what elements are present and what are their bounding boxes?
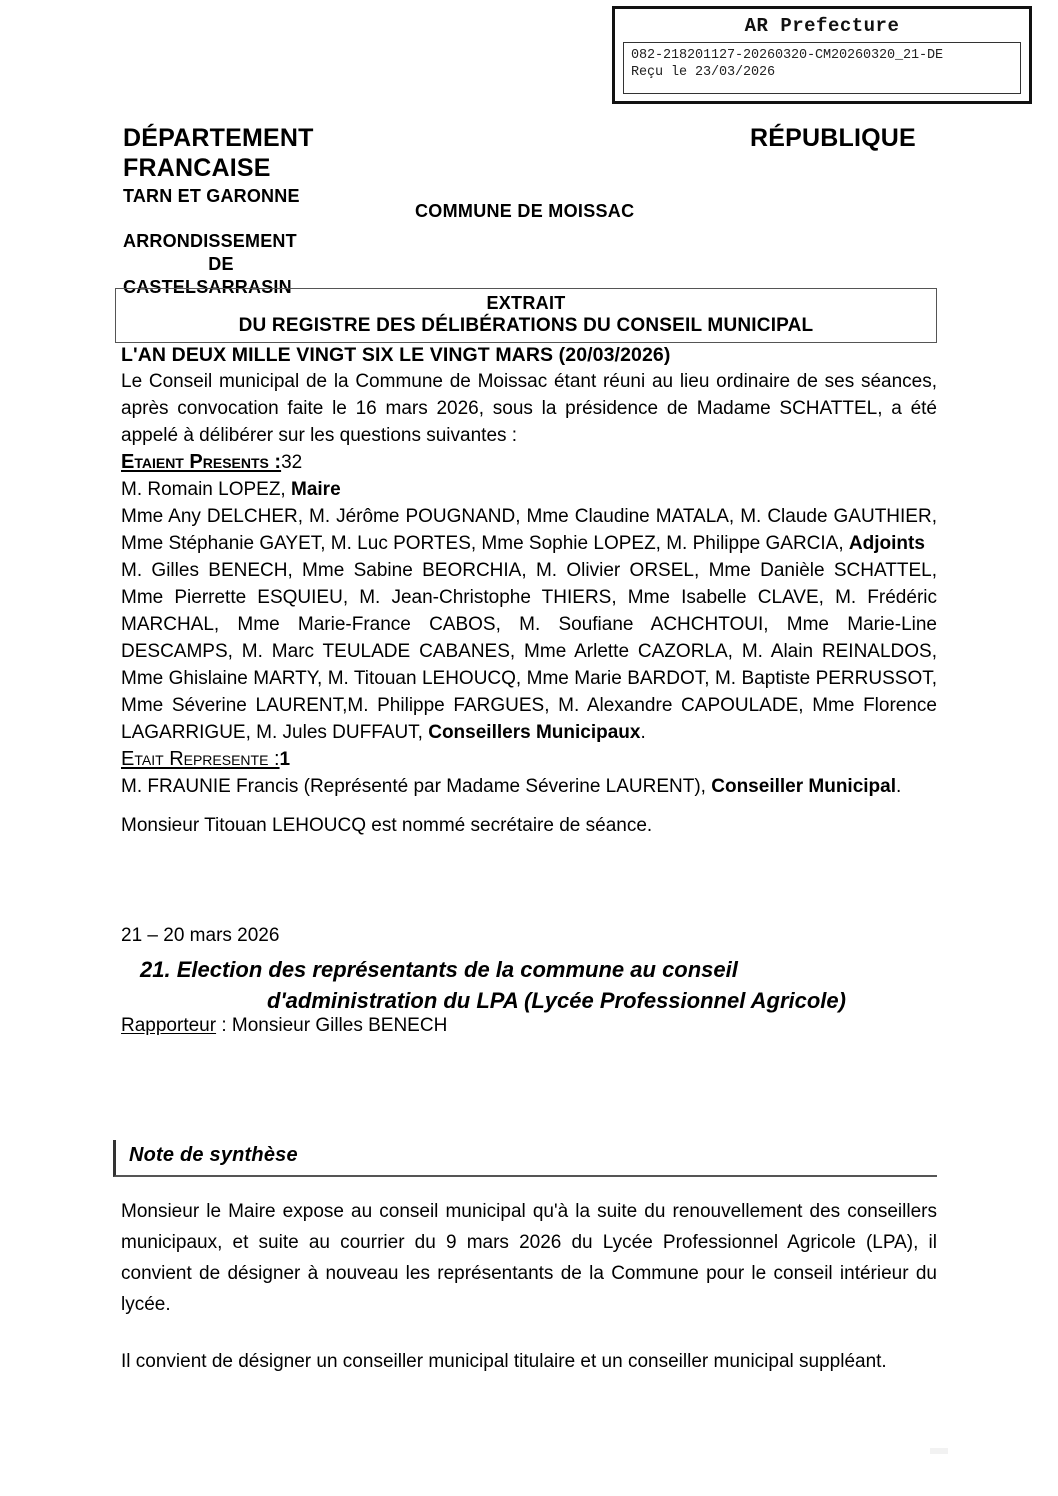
department-label-line2: FRANCAISE [123, 154, 271, 182]
represente-period: . [896, 776, 902, 797]
represente-label: Etait Represente : [121, 748, 280, 770]
convocation-paragraph: Le Conseil municipal de la Commune de Moissac étant réuni au lieu ordinaire de ses séances, après convocation faite le 16 mars 2026, sous la présidence de Madame SCHATTEL, a été appelé à délibérer sur les questions suivantes : [121, 371, 937, 446]
session-date-title: L'AN DEUX MILLE VINGT SIX LE VINGT MARS (20/03/2026) [121, 344, 671, 366]
adjoints-role: Adjoints [848, 533, 925, 554]
note-de-synthese-header [113, 1140, 937, 1177]
deliberation-title [140, 954, 935, 1016]
conseillers-names: M. Gilles BENECH, Mme Sabine BEORCHIA, M. Olivier ORSEL, Mme Danièle SCHATTEL, Mme Pierrette ESQUIEU, M. Jean-Christophe THIERS, Mme Isabelle CLAVE, M. Frédéric MARCHAL, Mme Marie-France CABOS, M. Soufiane ACHCHTOUI, Mme Marie-Line DESCAMPS, M. Marc TEULADE CABANES, Mme Arlette CAZORLA, M. Alain REINALDOS, Mme Ghislaine MARTY, M. Titouan LEHOUCQ, Mme Marie BARDOT, M. Baptiste PERRUSSOT, Mme Séverine LAURENT,M. Philippe FARGUES, M. Alexandre CAPOULADE, Mme Florence LAGARRIGUE, M. Jules DUFFAUT, [121, 560, 937, 743]
department-name: TARN ET GARONNE [123, 186, 300, 206]
extrait-title: EXTRAIT [486, 293, 566, 313]
represente-name: M. FRAUNIE Francis (Représenté par Madame Séverine LAURENT), [121, 776, 706, 797]
presents-count: 32 [281, 452, 303, 473]
note-paragraph: Monsieur le Maire expose au conseil municipal qu'à la suite du renouvellement des conseillers municipaux, et suite au courrier du 9 mars 2026 du Lycée Professionnel Agricole (LPA), il convient de désigner à nouveau les représentants de la Commune pour le conseil intérieur du lycée. [121, 1201, 937, 1315]
arrondissement-de: DE [208, 254, 234, 274]
ar-prefecture-title: AR Prefecture [744, 15, 900, 37]
rapporteur-label: Rapporteur [121, 1015, 217, 1036]
scan-artifact [930, 1448, 948, 1454]
note-de-synthese-title: Note de synthèse [129, 1144, 298, 1166]
conseillers-line [121, 557, 937, 746]
ar-prefecture-reference-box [623, 42, 1021, 94]
deliberation-number-date: 21 – 20 mars 2026 [121, 925, 280, 946]
secretary-line: Monsieur Titouan LEHOUCQ est nommé secrétaire de séance. [121, 815, 653, 836]
presents-label: Etaient Presents : [121, 451, 282, 473]
conseillers-role: Conseillers Municipaux [428, 722, 641, 743]
header-left-block [123, 123, 453, 299]
extrait-subtitle: DU REGISTRE DES DÉLIBÉRATIONS DU CONSEIL MUNICIPAL [238, 315, 814, 336]
maire-role: Maire [291, 479, 341, 500]
represente-line [121, 746, 937, 773]
adjoints-names: Mme Any DELCHER, M. Jérôme POUGNAND, Mme Claudine MATALA, M. Claude GAUTHIER, Mme Stéphanie GAYET, M. Luc PORTES, Mme Sophie LOPEZ, M. Philippe GARCIA, [121, 506, 937, 554]
conseillers-period: . [640, 722, 646, 743]
republique-label: RÉPUBLIQUE [750, 124, 916, 152]
represente-role: Conseiller Municipal [711, 776, 897, 797]
adjoints-line [121, 503, 937, 557]
represente-member-line [121, 773, 937, 800]
rapporteur-line [121, 1013, 447, 1039]
represente-count: 1 [279, 749, 291, 770]
maire-name: M. Romain LOPEZ, [121, 479, 286, 500]
ar-prefecture-stamp [612, 6, 1032, 104]
rapporteur-value: : Monsieur Gilles BENECH [216, 1015, 448, 1036]
ar-prefecture-received-date: Reçu le 23/03/2026 [631, 65, 776, 80]
note-de-synthese-body [121, 1196, 937, 1377]
note-paragraph: Il convient de désigner un conseiller municipal titulaire et un conseiller municipal suppléant. [121, 1351, 887, 1372]
session-body [121, 342, 937, 800]
ar-prefecture-reference: 082-218201127-20260320-CM20260320_21-DE [631, 48, 944, 63]
deliberation-title-line1: 21. Election des représentants de la commune au conseil [140, 957, 738, 982]
maire-line [121, 476, 937, 503]
commune-label: COMMUNE DE MOISSAC [415, 201, 635, 221]
arrondissement-name: CASTELSARRASIN [123, 277, 292, 297]
department-label-line1: DÉPARTEMENT [123, 124, 314, 152]
presents-line [121, 449, 937, 476]
arrondissement-label: ARRONDISSEMENT [123, 231, 297, 251]
deliberation-title-line2: d'administration du LPA (Lycée Professionnel Agricole) [267, 988, 846, 1013]
extrait-box [115, 288, 937, 343]
